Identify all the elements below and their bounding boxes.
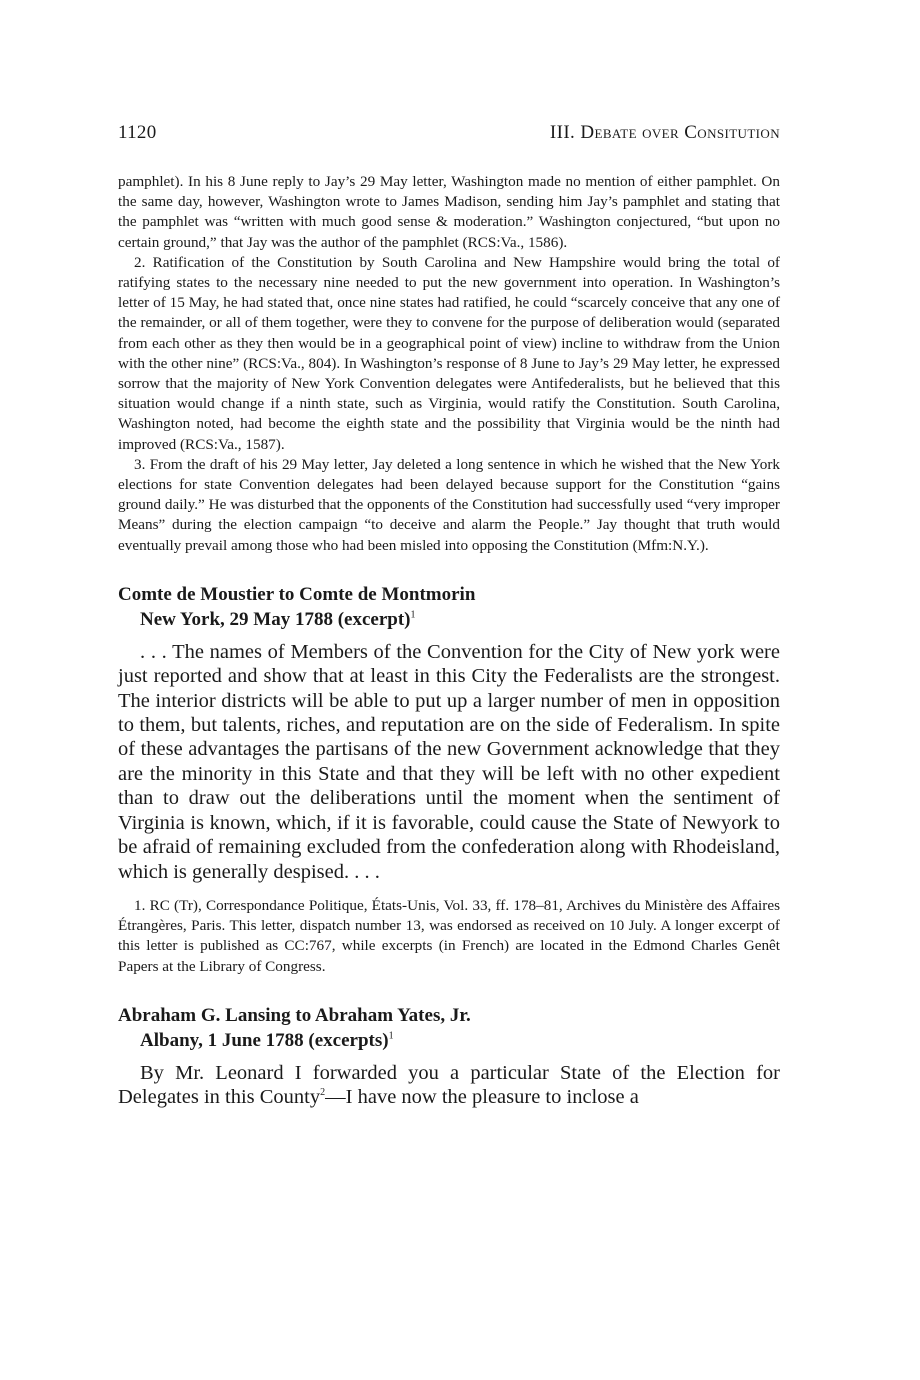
heading-title: Comte de Moustier to Comte de Montmorin [118,583,476,605]
page-number: 1120 [118,122,157,143]
footnote-continuation: pamphlet). In his 8 June reply to Jay’s 29 May letter, Washington made no mention of either pamphlet. On the same day, however, Washington wrote to James Madison, sending him Jay’s pamphlet and stating that the pamphlet was “written with much good sense & moderation.” Washington conjectured, “but upon no certain ground,” that Jay was the author of the pamphlet (RCS:Va., 1586). [118,173,780,251]
footnote-moustier-1: 1. RC (Tr), Correspondance Politique, États-Unis, Vol. 33, ff. 178–81, Archives du Ministère des Affaires Étrangères, Paris. This letter, dispatch number 13, was endorsed as received on 10 July. A longer excerpt of this letter is published as CC:767, while excerpts (in French) are located in the Edmond Charles Genêt Papers at the Library of Congress. [118,896,780,975]
letter-heading-lansing [118,1003,780,1028]
heading-title: Abraham G. Lansing to Abraham Yates, Jr. [118,1004,471,1026]
heading-dateline: Albany, 1 June 1788 (excerpts) [140,1029,389,1051]
document-page [118,122,780,1110]
body-text-part1: By Mr. Leonard I forwarded you a particular State of the Election for Delegates in this County [118,1061,780,1109]
letter-body-moustier: . . . The names of Members of the Convention for the City of New york were just reported and show that at least in this City the Federalists are the strongest. The interior districts will be able to put up a larger number of men in opposition to them, but talents, riches, and reputation are on the side of Federalism. In spite of these advantages the partisans of the new Government acknowledge that they are the minority in this State and that they will be left with no other expedient than to draw out the deliberations until the moment when the sentiment of Virginia is known, which, if it is favorable, could cause the State of Newyork to be afraid of remaining excluded from the confederation along with Rhodeisland, which is generally despised. . . . [118,640,780,883]
body-text-part2: —I have now the pleasure to inclose a [325,1086,639,1109]
letter-dateline-moustier [118,607,780,632]
section-title: III. Debate over Consitution [549,122,780,143]
footnote-marker: 1 [410,609,416,621]
footnote-marker: 1 [388,1030,394,1042]
heading-dateline: New York, 29 May 1788 (excerpt) [140,608,411,630]
footnote-marker: 2 [320,1087,326,1099]
running-head [118,122,780,156]
letter-dateline-lansing [118,1028,780,1053]
footnote-3: 3. From the draft of his 29 May letter, Jay deleted a long sentence in which he wished that the New York elections for state Convention delegates had been delayed because support for the Constitution “gains ground daily.” He was disturbed that the opponents of the Constitution had successfully used “very improper Means” during the election campaign “to deceive and alarm the People.” Jay thought that truth would eventually prevail among those who had been misled into opposing the Constitution (Mfm:N.Y.). [118,455,780,554]
letter-body-lansing [118,1061,780,1110]
letter-heading-moustier [118,582,780,607]
footnote-2: 2. Ratification of the Constitution by South Carolina and New Hampshire would bring the total of ratifying states to the necessary nine needed to put the new government into operation. In Washington’s letter of 15 May, he had stated that, once nine states had ratified, he could “scarcely conceive that any one of the remainder, or all of them together, were they to convene for the purpose of deliberation would (separated from each other as they then would be in a geographical point of view) incline to withdraw from the Union with the other nine” (RCS:Va., 804). In Washington’s response of 8 June to Jay’s 29 May letter, he expressed sorrow that the majority of New York Convention delegates were Antifederalists, but he believed that this situation would change if a ninth state, such as Virginia, would ratify the Constitution. South Carolina, Washington noted, had become the eighth state and the possibility that Virginia would be the ninth had improved (RCS:Va., 1587). [118,253,780,453]
